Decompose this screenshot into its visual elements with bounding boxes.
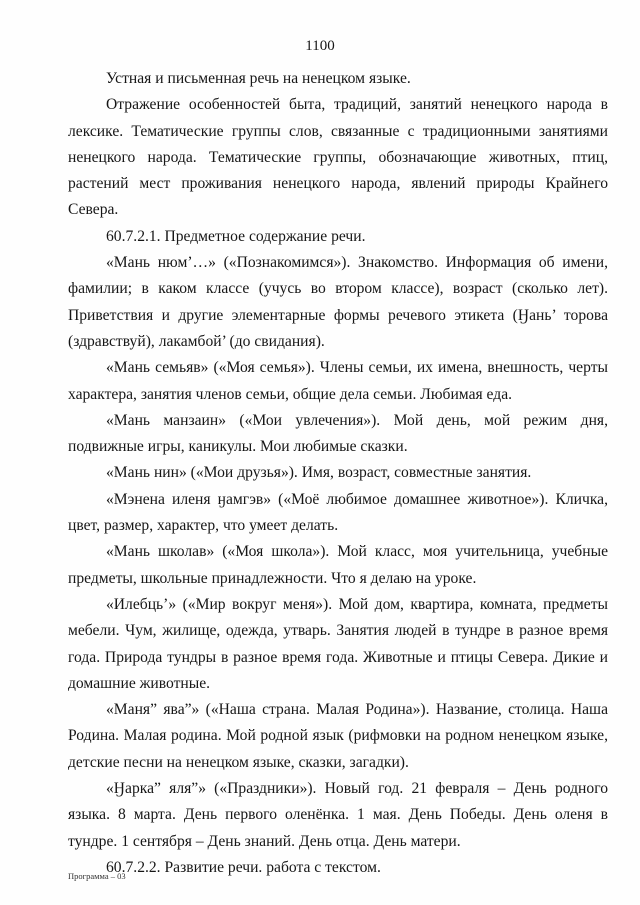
paragraph-school-topic: «Мань школав» («Моя школа»). Мой класс, моя учительница, учебные предметы, школьные принадлежности. Что я делаю на уроке. [68,543,608,587]
page-number: 1100 [305,38,335,54]
page-footer: Программа – 03 [68,871,126,881]
paragraph-lexicon-topics: Отражение особенностей быта, традиций, занятий ненецкого народа в лексике. Тематические группы слов, связанные с традиционными занятиями ненецкого народа. Тематические группы, обозначающие животных, птиц, растений мест проживания ненецкого народа, явлений природы Крайнего Севера. [68,96,608,219]
section-heading-speech-development: 60.7.2.2. Развитие речи. работа с текстом. [106,858,381,876]
paragraph-family-topic: «Мань семьяв» («Моя семья»). Члены семьи, их имена, внешность, черты характера, занятия членов семьи, общие дела семьи. Любимая еда. [68,359,608,403]
paragraph-oral-written-speech: Устная и письменная речь на ненецком языке. [106,70,411,87]
section-heading-speech-content: 60.7.2.1. Предметное содержание речи. [106,227,366,245]
paragraph-pet-topic: «Мэнена иленя ӈамгэв» («Моё любимое домашнее животное»). Кличка, цвет, размер, характер, что умеет делать. [68,490,608,535]
document-body [68,66,608,881]
paragraph-homeland-topic: «Маня” ява”» («Наша страна. Малая Родина»). Название, столица. Наша Родина. Малая родина. Мой родной язык (рифмовки на родном ненецком языке, детские песни на ненецком языке, сказки, загадки). [68,701,608,771]
paragraph-introduction-topic: «Мань нюм’…» («Познакомимся»). Знакомство. Информация об имени, фамилии; в каком классе (учусь во втором классе), возраст (сколько лет). Приветствия и другие элементарные формы речевого этикета (Ӈань’ торова (здравствуй), лакамбой’ (до свидания). [68,254,608,350]
paragraph-world-around-topic: «Илебць’» («Мир вокруг меня»). Мой дом, квартира, комната, предметы мебели. Чум, жилище, одежда, утварь. Занятия людей в тундре в разное время года. Природа тундры в разное время года. Животные и птицы Севера. Дикие и домашние животные. [68,595,608,692]
paragraph-hobbies-topic: «Мань манзаин» («Мои увлечения»). Мой день, мой режим дня, подвижные игры, каникулы. Мои любимые сказки. [68,411,608,456]
paragraph-friends-topic: «Мань нин» («Мои друзья»). Имя, возраст, совместные занятия. [106,464,532,482]
paragraph-holidays-topic: «Ӈарка” яля”» («Праздники»). Новый год. 21 февраля – День родного языка. 8 марта. День первого оленёнка. 1 мая. День Победы. День оленя в тундре. 1 сентября – День знаний. День отца. День матери. [68,780,608,850]
